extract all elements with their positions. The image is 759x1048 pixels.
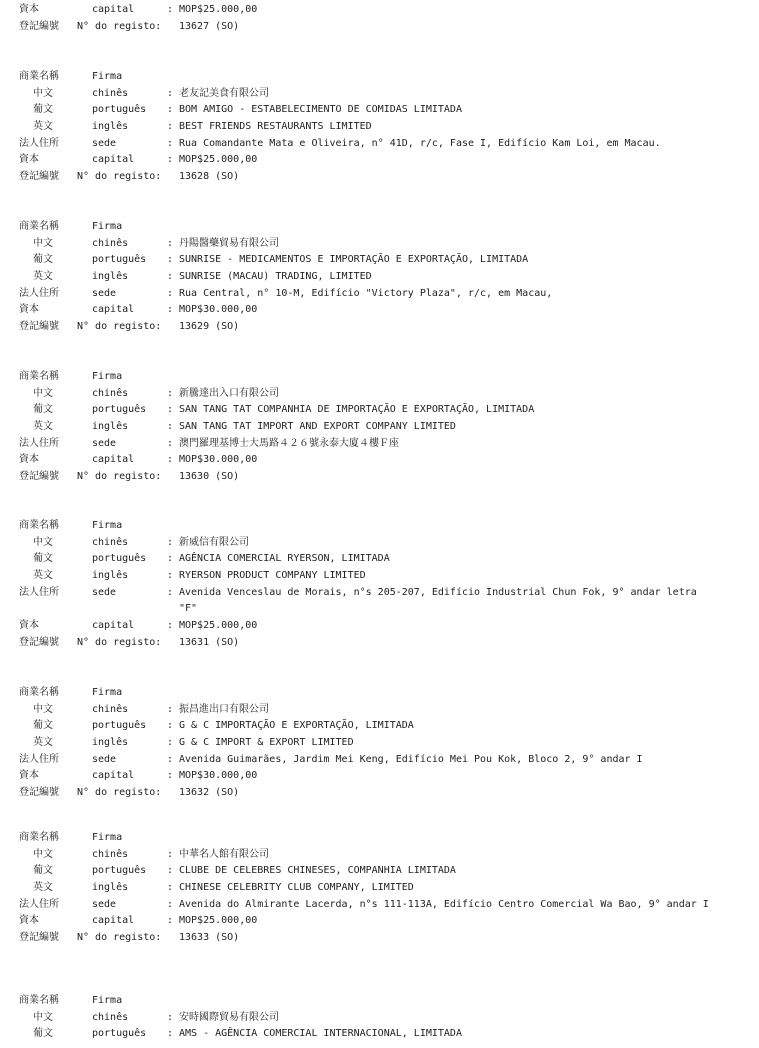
colon: : (167, 898, 174, 910)
colon: : (167, 553, 174, 565)
capital-label-zh: 資本 (19, 154, 39, 166)
chines-row (0, 236, 759, 253)
chines-row (0, 386, 759, 403)
ingles-value: BEST FRIENDS RESTAURANTS LIMITED (179, 121, 372, 133)
capital-value: MOP$25.000,00 (179, 154, 258, 166)
chines-value: 新騰達出入口有限公司 (179, 387, 279, 399)
ingles-label-zh: 英文 (33, 121, 53, 133)
firma-label-pt: Firma (92, 221, 123, 232)
ingles-value: G & C IMPORT & EXPORT LIMITED (179, 737, 354, 749)
sede-label-zh: 法人住所 (19, 753, 59, 765)
registo-value: 13632 (SO) (179, 787, 240, 799)
ingles-row (0, 269, 759, 286)
sede-row (0, 436, 759, 453)
ingles-row (0, 568, 759, 585)
registo-value: 13629 (SO) (179, 321, 240, 333)
capital-label-zh: 資本 (19, 770, 39, 782)
colon: : (167, 1011, 174, 1023)
firma-row (0, 830, 759, 847)
colon: : (167, 137, 174, 149)
sede-label-pt: sede (92, 437, 117, 449)
portugues-row (0, 252, 759, 269)
registo-label-pt: N° do registo: (77, 171, 162, 183)
colon: : (167, 237, 174, 249)
firma-label-pt: Firma (92, 995, 123, 1006)
portugues-value: G & C IMPORTAÇÃO E EXPORTAÇÃO, LIMITADA (179, 720, 414, 732)
portugues-row (0, 718, 759, 735)
ingles-row (0, 880, 759, 897)
capital-value: MOP$25.000,00 (179, 4, 258, 15)
ingles-label-zh: 英文 (33, 271, 53, 283)
portugues-label-zh: 葡文 (33, 1028, 53, 1040)
registo-label-zh: 登記編號 (19, 471, 59, 483)
colon: : (167, 703, 174, 715)
registo-value: 13627 (SO) (179, 20, 240, 32)
chines-label-pt: chinês (92, 1011, 129, 1023)
capital-row (0, 913, 759, 930)
portugues-value: SUNRISE - MEDICAMENTOS E IMPORTAÇÃO E EXPORTAÇÃO, LIMITADA (179, 254, 529, 266)
ingles-row (0, 419, 759, 436)
sede-value: Rua Comandante Mata e Oliveira, n° 41D, r/c, Fase I, Edifício Kam Loi, em Macau. (179, 137, 661, 149)
company-entry (0, 369, 759, 486)
portugues-label-pt: português (92, 404, 147, 416)
chines-label-zh: 中文 (33, 703, 53, 715)
chines-value: 中華名人館有限公司 (179, 848, 269, 860)
firma-label-zh: 商業名稱 (19, 221, 59, 232)
chines-label-zh: 中文 (33, 848, 53, 860)
colon: : (167, 104, 174, 116)
sede-value: Avenida Venceslau de Morais, n°s 205-207, Edifício Industrial Chun Fok, 9° andar letra "F" (179, 586, 697, 615)
registo-row (0, 785, 759, 802)
capital-label-zh: 資本 (19, 915, 39, 927)
chines-label-pt: chinês (92, 87, 129, 99)
chines-label-pt: chinês (92, 848, 129, 860)
portugues-label-pt: português (92, 720, 147, 732)
portugues-label-zh: 葡文 (33, 254, 53, 266)
capital-row (0, 618, 759, 635)
colon: : (167, 121, 174, 133)
firma-label-pt: Firma (92, 71, 123, 82)
chines-label-pt: chinês (92, 237, 129, 249)
registo-label-pt: N° do registo: (77, 471, 162, 483)
colon: : (167, 387, 174, 399)
ingles-label-pt: inglês (92, 570, 129, 582)
firma-label-pt: Firma (92, 371, 123, 382)
sede-label-zh: 法人住所 (19, 137, 59, 149)
colon: : (167, 570, 174, 582)
colon: : (167, 865, 174, 877)
chines-label-zh: 中文 (33, 1011, 53, 1023)
portugues-value: CLUBE DE CELEBRES CHINESES, COMPANHIA LIMITADA (179, 865, 456, 877)
portugues-label-zh: 葡文 (33, 404, 53, 416)
portugues-label-zh: 葡文 (33, 865, 53, 877)
portugues-value: AGÊNCIA COMERCIAL RYERSON, LIMITADA (179, 553, 390, 565)
sede-label-pt: sede (92, 753, 117, 765)
colon: : (167, 271, 174, 283)
colon: : (167, 882, 174, 894)
colon: : (167, 404, 174, 416)
chines-label-zh: 中文 (33, 536, 53, 548)
colon: : (167, 437, 174, 449)
colon: : (167, 915, 174, 927)
capital-row (0, 768, 759, 785)
colon: : (167, 620, 174, 632)
portugues-row (0, 863, 759, 880)
sede-row (0, 286, 759, 303)
sede-row (0, 752, 759, 769)
capital-value: MOP$30.000,00 (179, 304, 258, 316)
capital-label-pt: capital (92, 620, 135, 632)
firma-row (0, 219, 759, 236)
firma-label-pt: Firma (92, 832, 123, 843)
chines-value: 老友記美食有限公司 (179, 87, 269, 99)
portugues-label-pt: português (92, 104, 147, 116)
chines-value: 振昌進出口有限公司 (179, 703, 269, 715)
ingles-row (0, 119, 759, 136)
registo-label-pt: N° do registo: (77, 636, 162, 648)
capital-label-zh: 資本 (19, 304, 39, 316)
capital-label-zh: 資本 (19, 4, 39, 15)
portugues-row (0, 402, 759, 419)
capital-label-pt: capital (92, 770, 135, 782)
portugues-value: SAN TANG TAT COMPANHIA DE IMPORTAÇÃO E EXPORTAÇÃO, LIMITADA (179, 404, 535, 416)
firma-label-pt: Firma (92, 687, 123, 698)
registo-row (0, 635, 759, 652)
colon: : (167, 848, 174, 860)
capital-row (0, 152, 759, 169)
portugues-row (0, 551, 759, 568)
ingles-label-pt: inglês (92, 271, 129, 283)
colon: : (167, 586, 174, 598)
company-entry (0, 219, 759, 336)
capital-label-pt: capital (92, 915, 135, 927)
ingles-label-zh: 英文 (33, 882, 53, 894)
entry-previous-tail (0, 2, 759, 35)
ingles-label-zh: 英文 (33, 737, 53, 749)
registo-label-zh: 登記編號 (19, 932, 59, 944)
chines-value: 丹陽醫藥貿易有限公司 (179, 237, 279, 249)
sede-label-pt: sede (92, 586, 117, 598)
registo-row (0, 169, 759, 186)
sede-label-pt: sede (92, 137, 117, 149)
registo-value: 13628 (SO) (179, 171, 240, 183)
portugues-label-pt: português (92, 1028, 147, 1040)
registo-label-zh: 登記編號 (19, 787, 59, 799)
registo-label-pt: N° do registo: (77, 321, 162, 333)
colon: : (167, 254, 174, 266)
chines-row (0, 702, 759, 719)
colon: : (167, 154, 174, 166)
capital-label-pt: capital (92, 454, 135, 466)
registo-value: 13631 (SO) (179, 636, 240, 648)
portugues-label-zh: 葡文 (33, 720, 53, 732)
colon: : (167, 770, 174, 782)
chines-value: 安時國際貿易有限公司 (179, 1011, 279, 1023)
registo-label-zh: 登記編號 (19, 321, 59, 333)
colon: : (167, 87, 174, 99)
registo-label-zh: 登記編號 (19, 171, 59, 183)
registo-label-pt: N° do registo: (77, 20, 162, 32)
colon: : (167, 287, 174, 299)
sede-row (0, 585, 759, 618)
chines-label-pt: chinês (92, 703, 129, 715)
capital-row (0, 2, 759, 19)
chines-label-pt: chinês (92, 536, 129, 548)
ingles-label-pt: inglês (92, 421, 129, 433)
capital-row (0, 452, 759, 469)
portugues-label-zh: 葡文 (33, 104, 53, 116)
portugues-label-zh: 葡文 (33, 553, 53, 565)
capital-value: MOP$25.000,00 (179, 915, 258, 927)
ingles-row (0, 735, 759, 752)
capital-label-pt: capital (92, 304, 135, 316)
sede-label-zh: 法人住所 (19, 898, 59, 910)
company-entry (0, 518, 759, 652)
colon: : (167, 753, 174, 765)
chines-label-zh: 中文 (33, 237, 53, 249)
firma-label-zh: 商業名稱 (19, 995, 59, 1006)
sede-row (0, 136, 759, 153)
colon: : (167, 454, 174, 466)
colon: : (167, 536, 174, 548)
registo-label-pt: N° do registo: (77, 932, 162, 944)
firma-row (0, 369, 759, 386)
chines-row (0, 847, 759, 864)
firma-row (0, 69, 759, 86)
chines-label-zh: 中文 (33, 387, 53, 399)
capital-value: MOP$30.000,00 (179, 770, 258, 782)
registo-row (0, 930, 759, 947)
firma-label-pt: Firma (92, 520, 123, 531)
portugues-label-pt: português (92, 553, 147, 565)
portugues-label-pt: português (92, 254, 147, 266)
sede-value: Avenida Guimarães, Jardim Mei Keng, Edifício Mei Pou Kok, Bloco 2, 9° andar I (179, 753, 643, 765)
sede-label-zh: 法人住所 (19, 586, 59, 598)
sede-value: Avenida do Almirante Lacerda, n°s 111-113A, Edifício Centro Comercial Wa Bao, 9° andar I (179, 898, 709, 910)
firma-label-zh: 商業名稱 (19, 520, 59, 531)
sede-value: 澳門羅理基博士大馬路４２６號永泰大廈４樓Ｆ座 (179, 437, 399, 449)
registo-label-zh: 登記編號 (19, 636, 59, 648)
company-entry (0, 830, 759, 947)
colon: : (167, 1028, 174, 1040)
firma-row (0, 685, 759, 702)
company-entry (0, 685, 759, 802)
sede-label-pt: sede (92, 287, 117, 299)
sede-label-pt: sede (92, 898, 117, 910)
sede-label-zh: 法人住所 (19, 287, 59, 299)
colon: : (167, 304, 174, 316)
ingles-value: CHINESE CELEBRITY CLUB COMPANY, LIMITED (179, 882, 414, 894)
capital-label-pt: capital (92, 154, 135, 166)
firma-label-zh: 商業名稱 (19, 371, 59, 382)
portugues-label-pt: português (92, 865, 147, 877)
portugues-row (0, 102, 759, 119)
ingles-label-zh: 英文 (33, 421, 53, 433)
portugues-value: AMS - AGÊNCIA COMERCIAL INTERNACIONAL, LIMITADA (179, 1028, 462, 1040)
colon: : (167, 737, 174, 749)
registo-row (0, 19, 759, 36)
capital-label-pt: capital (92, 4, 135, 15)
chines-value: 新威信有限公司 (179, 536, 249, 548)
chines-row (0, 535, 759, 552)
chines-label-zh: 中文 (33, 87, 53, 99)
capital-row (0, 302, 759, 319)
portugues-value: BOM AMIGO - ESTABELECIMENTO DE COMIDAS LIMITADA (179, 104, 462, 116)
capital-value: MOP$25.000,00 (179, 620, 258, 632)
capital-value: MOP$30.000,00 (179, 454, 258, 466)
chines-label-pt: chinês (92, 387, 129, 399)
sede-value: Rua Central, n° 10-M, Edifício "Victory Plaza", r/c, em Macau, (179, 287, 553, 299)
ingles-label-pt: inglês (92, 882, 129, 894)
colon: : (167, 720, 174, 732)
ingles-label-zh: 英文 (33, 570, 53, 582)
company-entry (0, 993, 759, 1043)
colon: : (167, 4, 174, 15)
firma-label-zh: 商業名稱 (19, 832, 59, 843)
registo-row (0, 319, 759, 336)
firma-row (0, 518, 759, 535)
firma-row (0, 993, 759, 1010)
registo-label-zh: 登記編號 (19, 20, 59, 32)
chines-row (0, 1010, 759, 1027)
ingles-label-pt: inglês (92, 121, 129, 133)
ingles-value: SUNRISE (MACAU) TRADING, LIMITED (179, 271, 372, 283)
portugues-row (0, 1026, 759, 1043)
firma-label-zh: 商業名稱 (19, 71, 59, 82)
registo-row (0, 469, 759, 486)
ingles-value: RYERSON PRODUCT COMPANY LIMITED (179, 570, 366, 582)
ingles-label-pt: inglês (92, 737, 129, 749)
chines-row (0, 86, 759, 103)
registo-value: 13633 (SO) (179, 932, 240, 944)
ingles-value: SAN TANG TAT IMPORT AND EXPORT COMPANY LIMITED (179, 421, 456, 433)
registo-label-pt: N° do registo: (77, 787, 162, 799)
sede-row (0, 897, 759, 914)
capital-label-zh: 資本 (19, 620, 39, 632)
colon: : (167, 421, 174, 433)
firma-label-zh: 商業名稱 (19, 687, 59, 698)
capital-label-zh: 資本 (19, 454, 39, 466)
registo-value: 13630 (SO) (179, 471, 240, 483)
sede-label-zh: 法人住所 (19, 437, 59, 449)
company-entry (0, 69, 759, 186)
